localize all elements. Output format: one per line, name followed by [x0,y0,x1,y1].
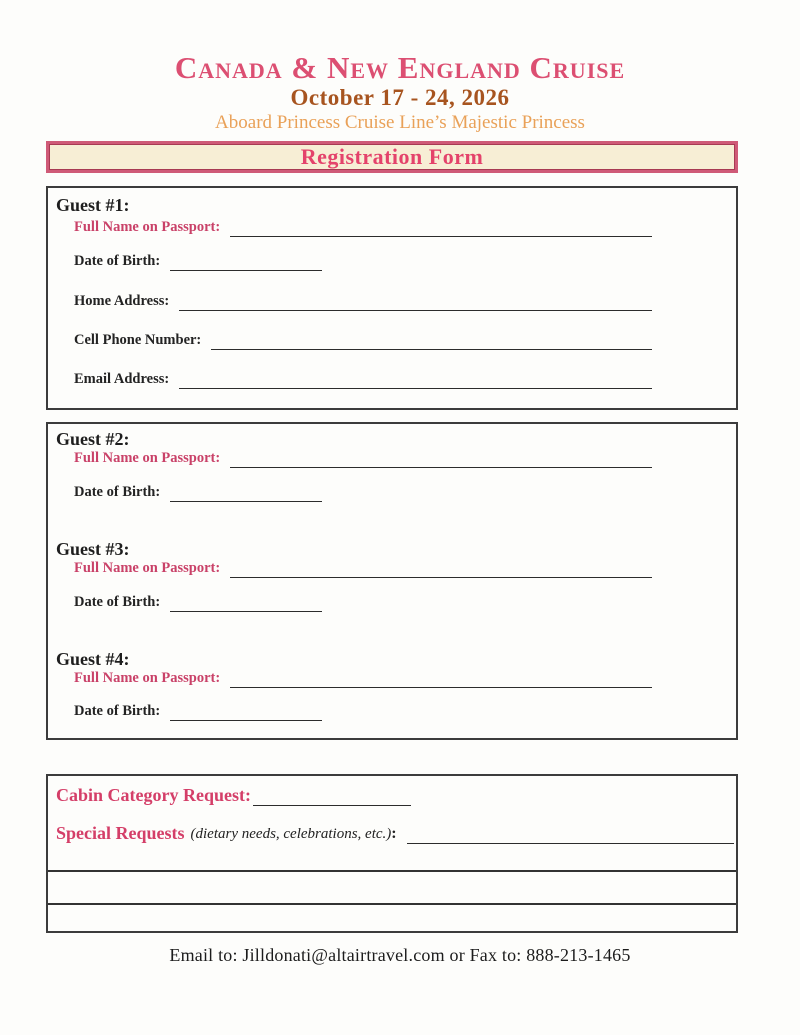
guest-3-full-name-line[interactable] [230,561,652,578]
guest-1-cell-phone-label: Cell Phone Number: [74,332,202,349]
guest-3-full-name-label: Full Name on Passport: [74,560,221,577]
guest-2-full-name-line[interactable] [230,451,652,468]
cabin-category-line[interactable] [253,789,411,806]
cabin-category-label: Cabin Category Request: [56,785,251,806]
special-requests-note: (dietary needs, celebrations, etc.) [190,826,392,842]
guest-1-home-address-label: Home Address: [74,293,170,310]
guest-1-email-label: Email Address: [74,371,170,388]
guest-1-dob-line[interactable] [170,254,322,271]
guest-1-email-row [74,369,652,389]
guest-1-full-name-label: Full Name on Passport: [74,219,221,236]
guest-2-full-name-row [74,448,652,468]
guest-1-full-name-row [74,217,652,237]
guest-4-full-name-row [74,668,652,688]
guest-4-dob-row [74,701,322,721]
guest-1-dob-row [74,251,322,271]
special-requests-label: Special Requests [56,823,185,844]
guest-2-label: Guest #2: [56,429,130,449]
guest-4-full-name-label: Full Name on Passport: [74,670,221,687]
guest-4-full-name-line[interactable] [230,671,652,688]
special-requests-extra-line-2[interactable] [52,905,732,929]
guest-1-label: Guest #1: [56,195,130,215]
guest-2-full-name-label: Full Name on Passport: [74,450,221,467]
special-requests-colon: : [391,825,397,842]
guest-1-home-address-line[interactable] [179,294,652,311]
cruise-title: Canada & New England Cruise [174,50,626,85]
requests-section [46,774,738,933]
registration-form-title: Registration Form [300,144,484,169]
cruise-dates: October 17 - 24, 2026 [290,85,510,110]
guest-1-section [46,186,738,410]
guest-1-full-name-line[interactable] [230,220,652,237]
guest-4-label: Guest #4: [56,649,130,669]
guest-3-full-name-row [74,558,652,578]
guests-2-4-section [46,422,738,740]
guest-2-dob-row [74,482,322,502]
guest-4-dob-label: Date of Birth: [74,703,161,720]
guest-2-dob-line[interactable] [170,485,322,502]
guest-1-cell-phone-line[interactable] [211,333,652,350]
guest-3-label: Guest #3: [56,539,130,559]
registration-form-banner [46,141,738,173]
guest-1-home-address-row [74,291,652,311]
guest-1-email-line[interactable] [179,372,652,389]
special-requests-row [56,820,734,844]
guest-4-dob-line[interactable] [170,704,322,721]
guest-2-dob-label: Date of Birth: [74,484,161,501]
guest-3-dob-line[interactable] [170,595,322,612]
footer-contact: Email to: Jilldonati@altairtravel.com or Fax to: 888-213-1465 [169,945,631,965]
guest-3-dob-label: Date of Birth: [74,594,161,611]
special-requests-extra-line-1[interactable] [52,872,732,900]
guest-1-dob-label: Date of Birth: [74,253,161,270]
cabin-category-row [56,782,734,806]
cruise-subtitle: Aboard Princess Cruise Line’s Majestic Princess [215,112,585,133]
special-requests-line[interactable] [407,827,734,844]
guest-3-dob-row [74,592,322,612]
guest-1-cell-phone-row [74,330,652,350]
